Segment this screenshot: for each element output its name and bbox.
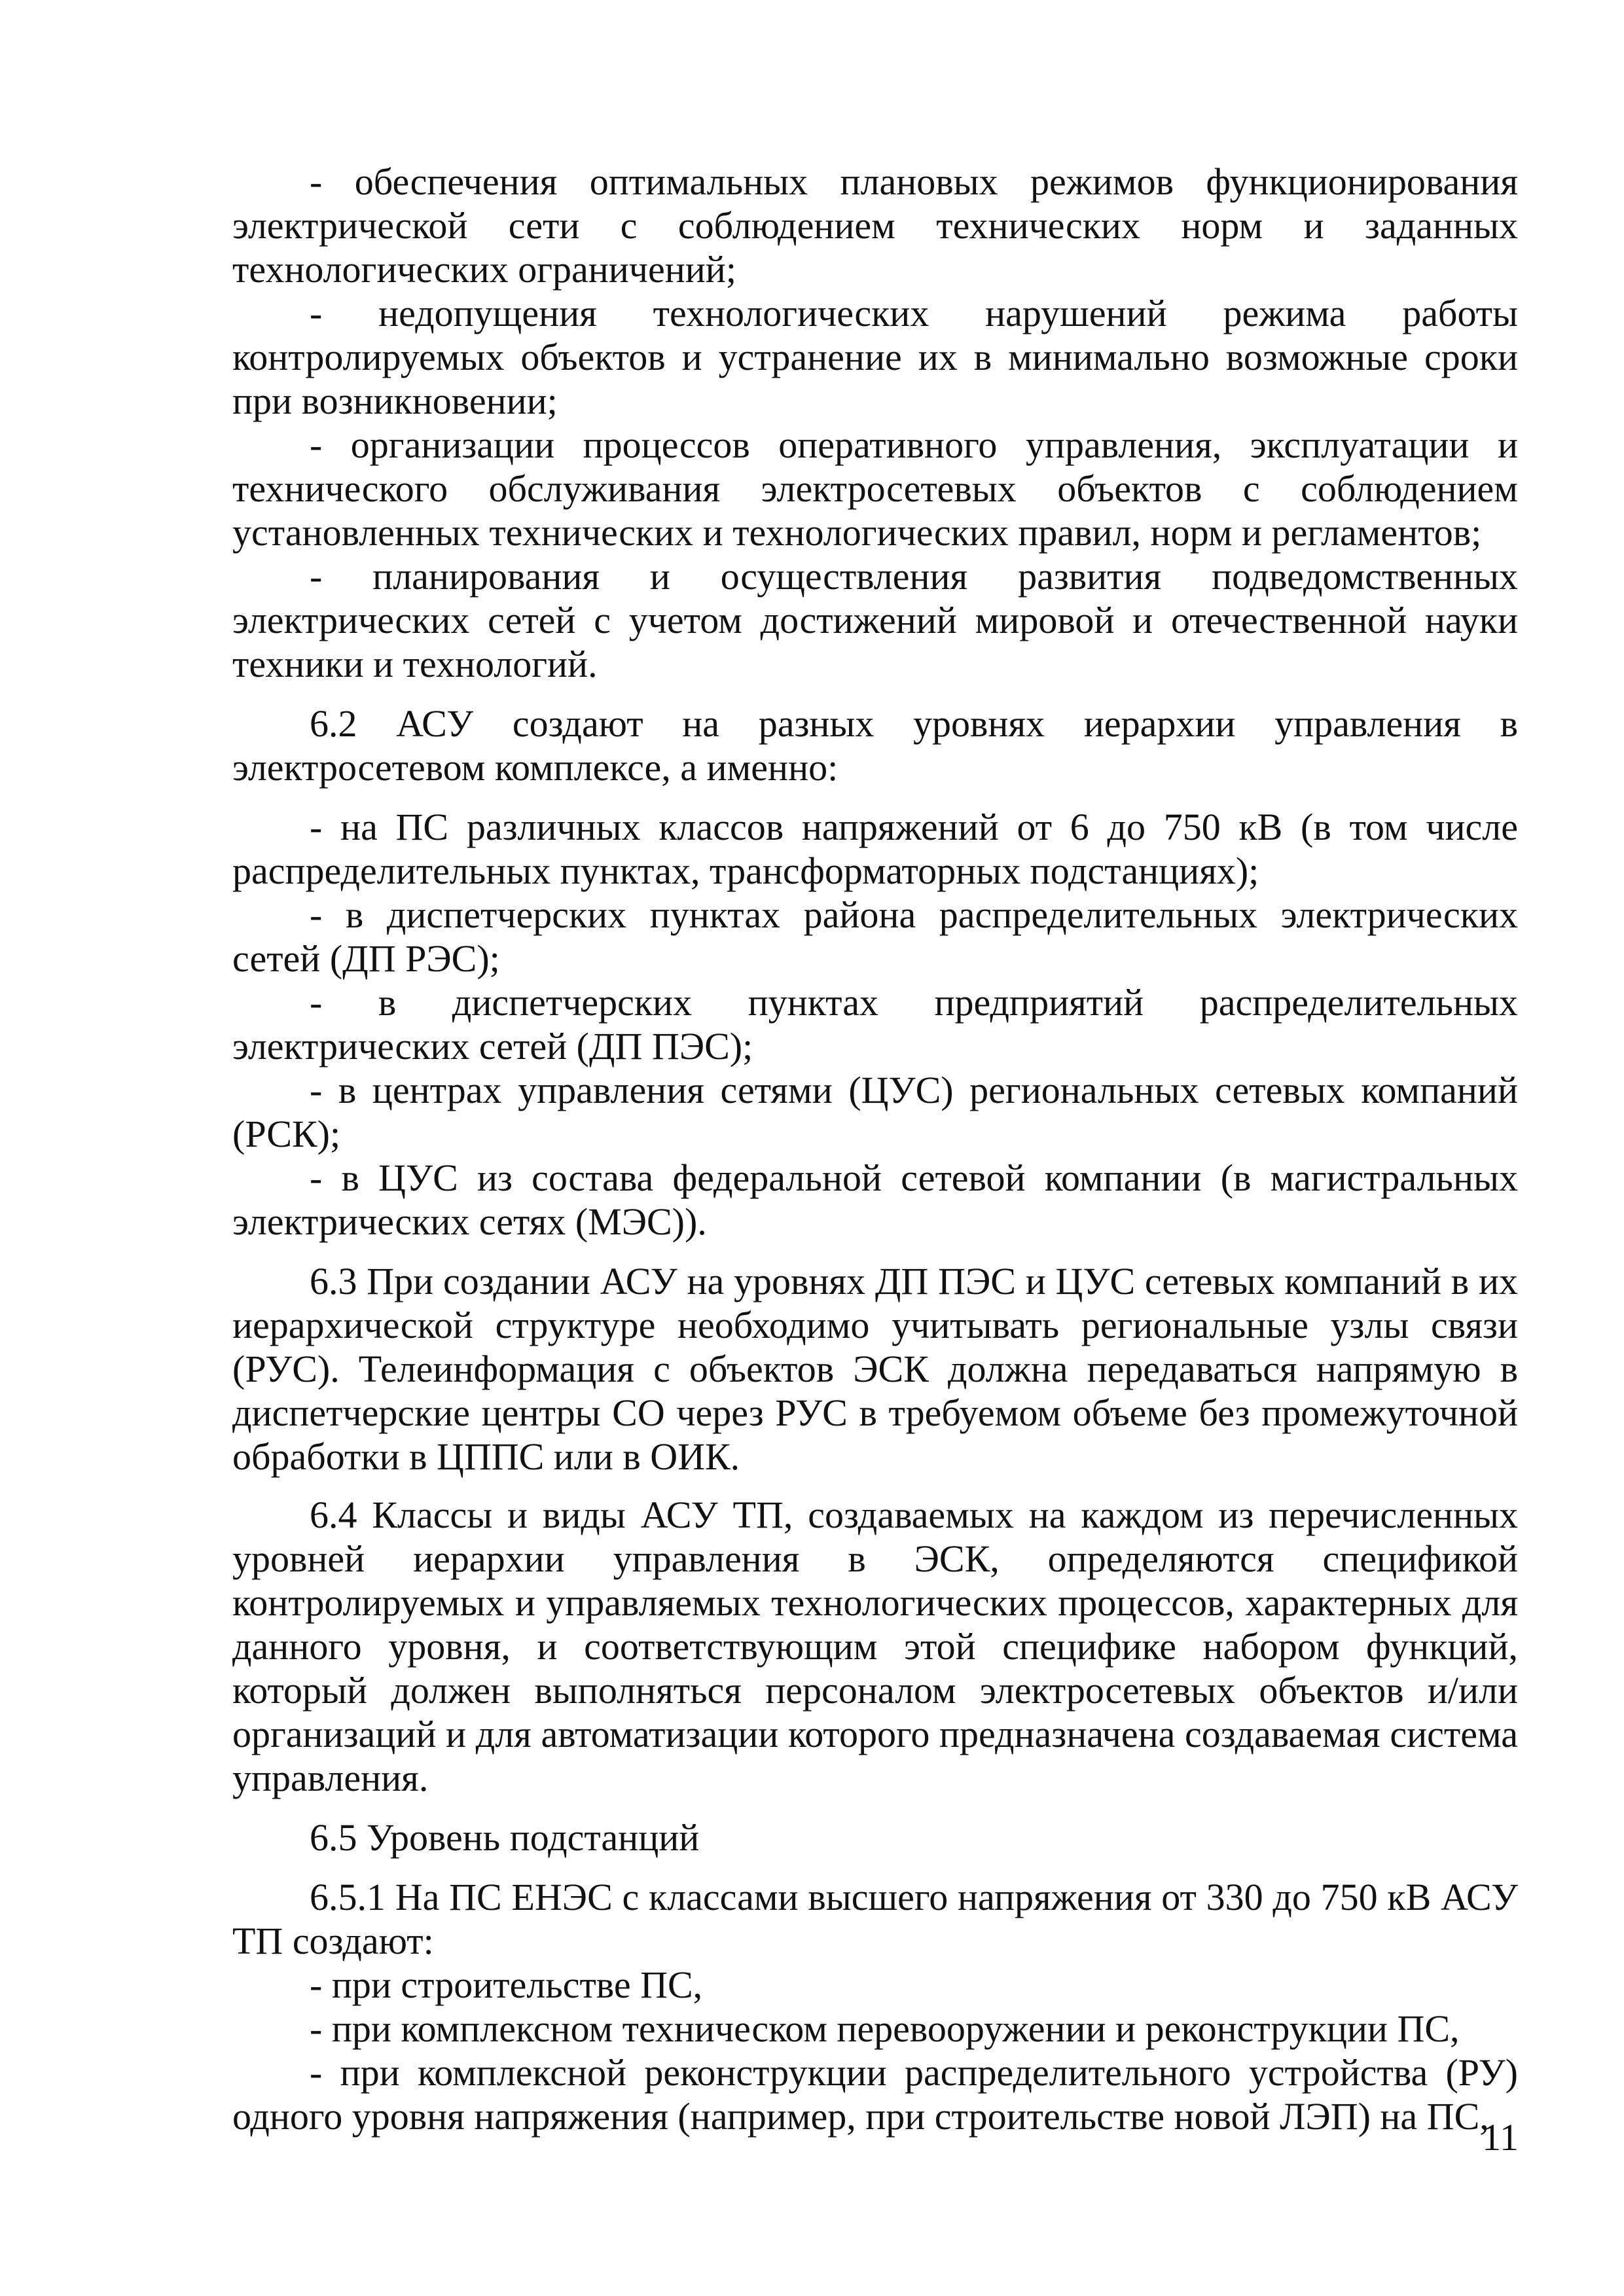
paragraph-level-cus-mes: - в ЦУС из состава федеральной сетевой компании (в магистральных электрических сетях (МЭС)). <box>232 1157 1518 1243</box>
paragraph-bullet-1: - обеспечения оптимальных плановых режимов функционирования электрической сети с соблюдением технических норм и заданных технологических ограничений; <box>232 160 1518 291</box>
paragraph-bullet-3: - организации процессов оперативного управления, эксплуатации и технического обслуживания электросетевых объектов с соблюдением установленных технических и технологических правил, норм и регламентов; <box>232 423 1518 554</box>
paragraph-level-dp-pes: - в диспетчерских пунктах предприятий распределительных электрических сетей (ДП ПЭС); <box>232 981 1518 1067</box>
document-body <box>232 160 1518 2138</box>
paragraph-6-2: 6.2 АСУ создают на разных уровнях иерархии управления в электросетевом комплексе, а именно: <box>232 702 1518 789</box>
paragraph-bullet-2: - недопущения технологических нарушений режима работы контролируемых объектов и устранение их в минимально возможные сроки при возникновении; <box>232 292 1518 422</box>
paragraph-bullet-4: - планирования и осуществления развития подведомственных электрических сетей с учетом достижений мировой и отечественной науки техники и технологий. <box>232 555 1518 685</box>
paragraph-build-ps: - при строительстве ПС, <box>310 1964 703 2006</box>
paragraph-level-dp-res: - в диспетчерских пунктах района распределительных электрических сетей (ДП РЭС); <box>232 893 1518 980</box>
heading-6-5: 6.5 Уровень подстанций <box>310 1816 700 1859</box>
paragraph-level-cus-rsk: - в центрах управления сетями (ЦУС) региональных сетевых компаний (РСК); <box>232 1069 1518 1155</box>
paragraph-reconstruction-ru: - при комплексной реконструкции распределительного устройства (РУ) одного уровня напряжения (например, при строительстве новой ЛЭП) на ПС, <box>232 2051 1518 2138</box>
paragraph-6-5-1: 6.5.1 На ПС ЕНЭС с классами высшего напряжения от 330 до 750 кВ АСУ ТП создают: <box>232 1876 1518 1962</box>
page-number: 11 <box>1482 2116 1519 2159</box>
paragraph-reequipment-ps: - при комплексном техническом перевооружении и реконструкции ПС, <box>310 2007 1460 2050</box>
paragraph-6-3: 6.3 При создании АСУ на уровнях ДП ПЭС и ЦУС сетевых компаний в их иерархической структуре необходимо учитывать региональные узлы связи (РУС). Телеинформация с объектов ЭСК должна передаваться напрямую в диспетчерские центры СО через РУС в требуемом объеме без промежуточной обработки в ЦППС или в ОИК. <box>232 1260 1518 1478</box>
paragraph-level-ps: - на ПС различных классов напряжений от 6 до 750 кВ (в том числе распределительных пунктах, трансформаторных подстанциях); <box>232 806 1518 892</box>
paragraph-6-4: 6.4 Классы и виды АСУ ТП, создаваемых на каждом из перечисленных уровней иерархии управления в ЭСК, определяются спецификой контролируемых и управляемых технологических процессов, характерных для данного уровня, и соответствующим этой специфике набором функций, который должен выполняться персоналом электросетевых объектов и/или организаций и для автоматизации которого предназначена создаваемая система управления. <box>232 1494 1518 1799</box>
